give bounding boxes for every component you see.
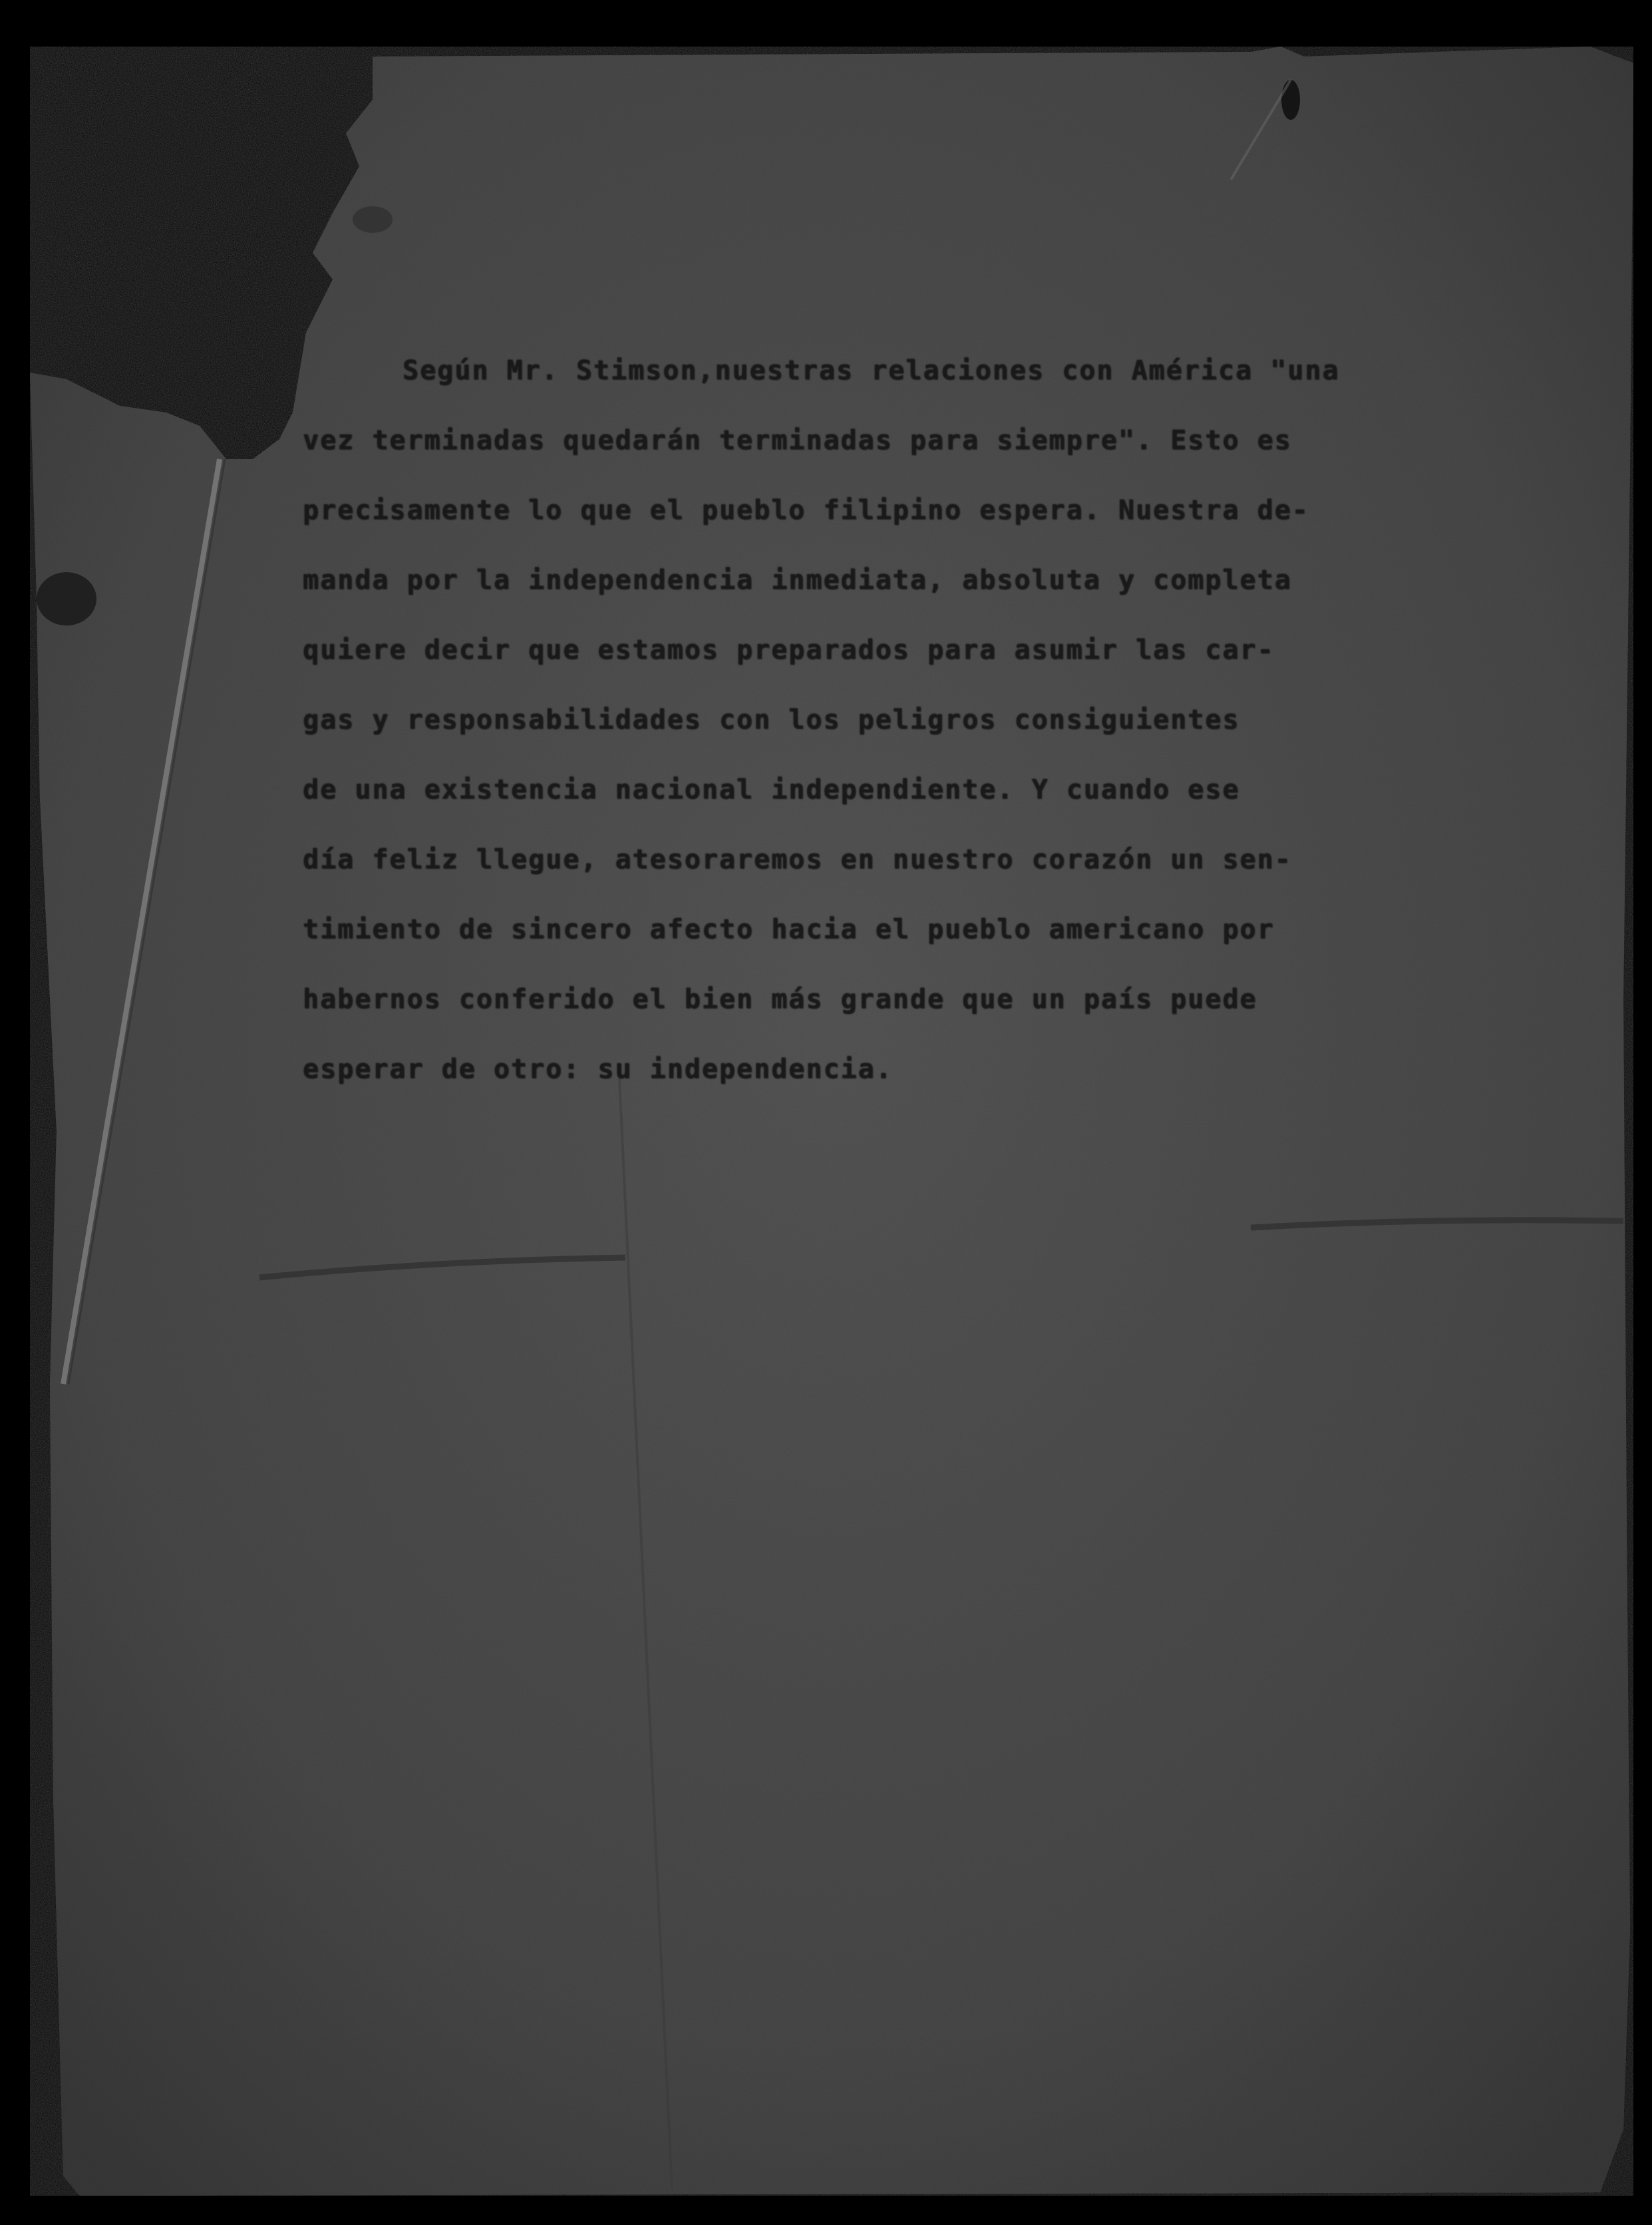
text-line-9: timiento de sincero afecto hacia el pueblo americano por	[303, 914, 1275, 945]
ink-stain	[353, 206, 393, 233]
text-line-11: esperar de otro: su independencia.	[303, 1054, 893, 1085]
ink-stain	[37, 572, 96, 625]
text-line-10: habernos conferido el bien más grande que un país puede	[303, 984, 1257, 1015]
typed-paragraph	[303, 336, 1460, 1105]
text-line-2: vez terminadas quedarán terminadas para siempre". Esto es	[303, 425, 1292, 456]
text-line-5: quiere decir que estamos preparados para asumir las car-	[303, 635, 1275, 665]
text-line-7: de una existencia nacional independiente. Y cuando ese	[303, 774, 1240, 805]
text-line-1: Según Mr. Stimson,nuestras relaciones con América "una	[403, 355, 1340, 386]
text-line-4: manda por la independencia inmediata, absoluta y completa	[303, 565, 1292, 596]
text-line-3: precisamente lo que el pueblo filipino espera. Nuestra de-	[303, 495, 1309, 526]
text-line-8: día feliz llegue, atesoraremos en nuestro corazón un sen-	[303, 844, 1292, 875]
ink-stain	[1281, 80, 1300, 120]
text-line-6: gas y responsabilidades con los peligros consiguientes	[303, 705, 1240, 735]
